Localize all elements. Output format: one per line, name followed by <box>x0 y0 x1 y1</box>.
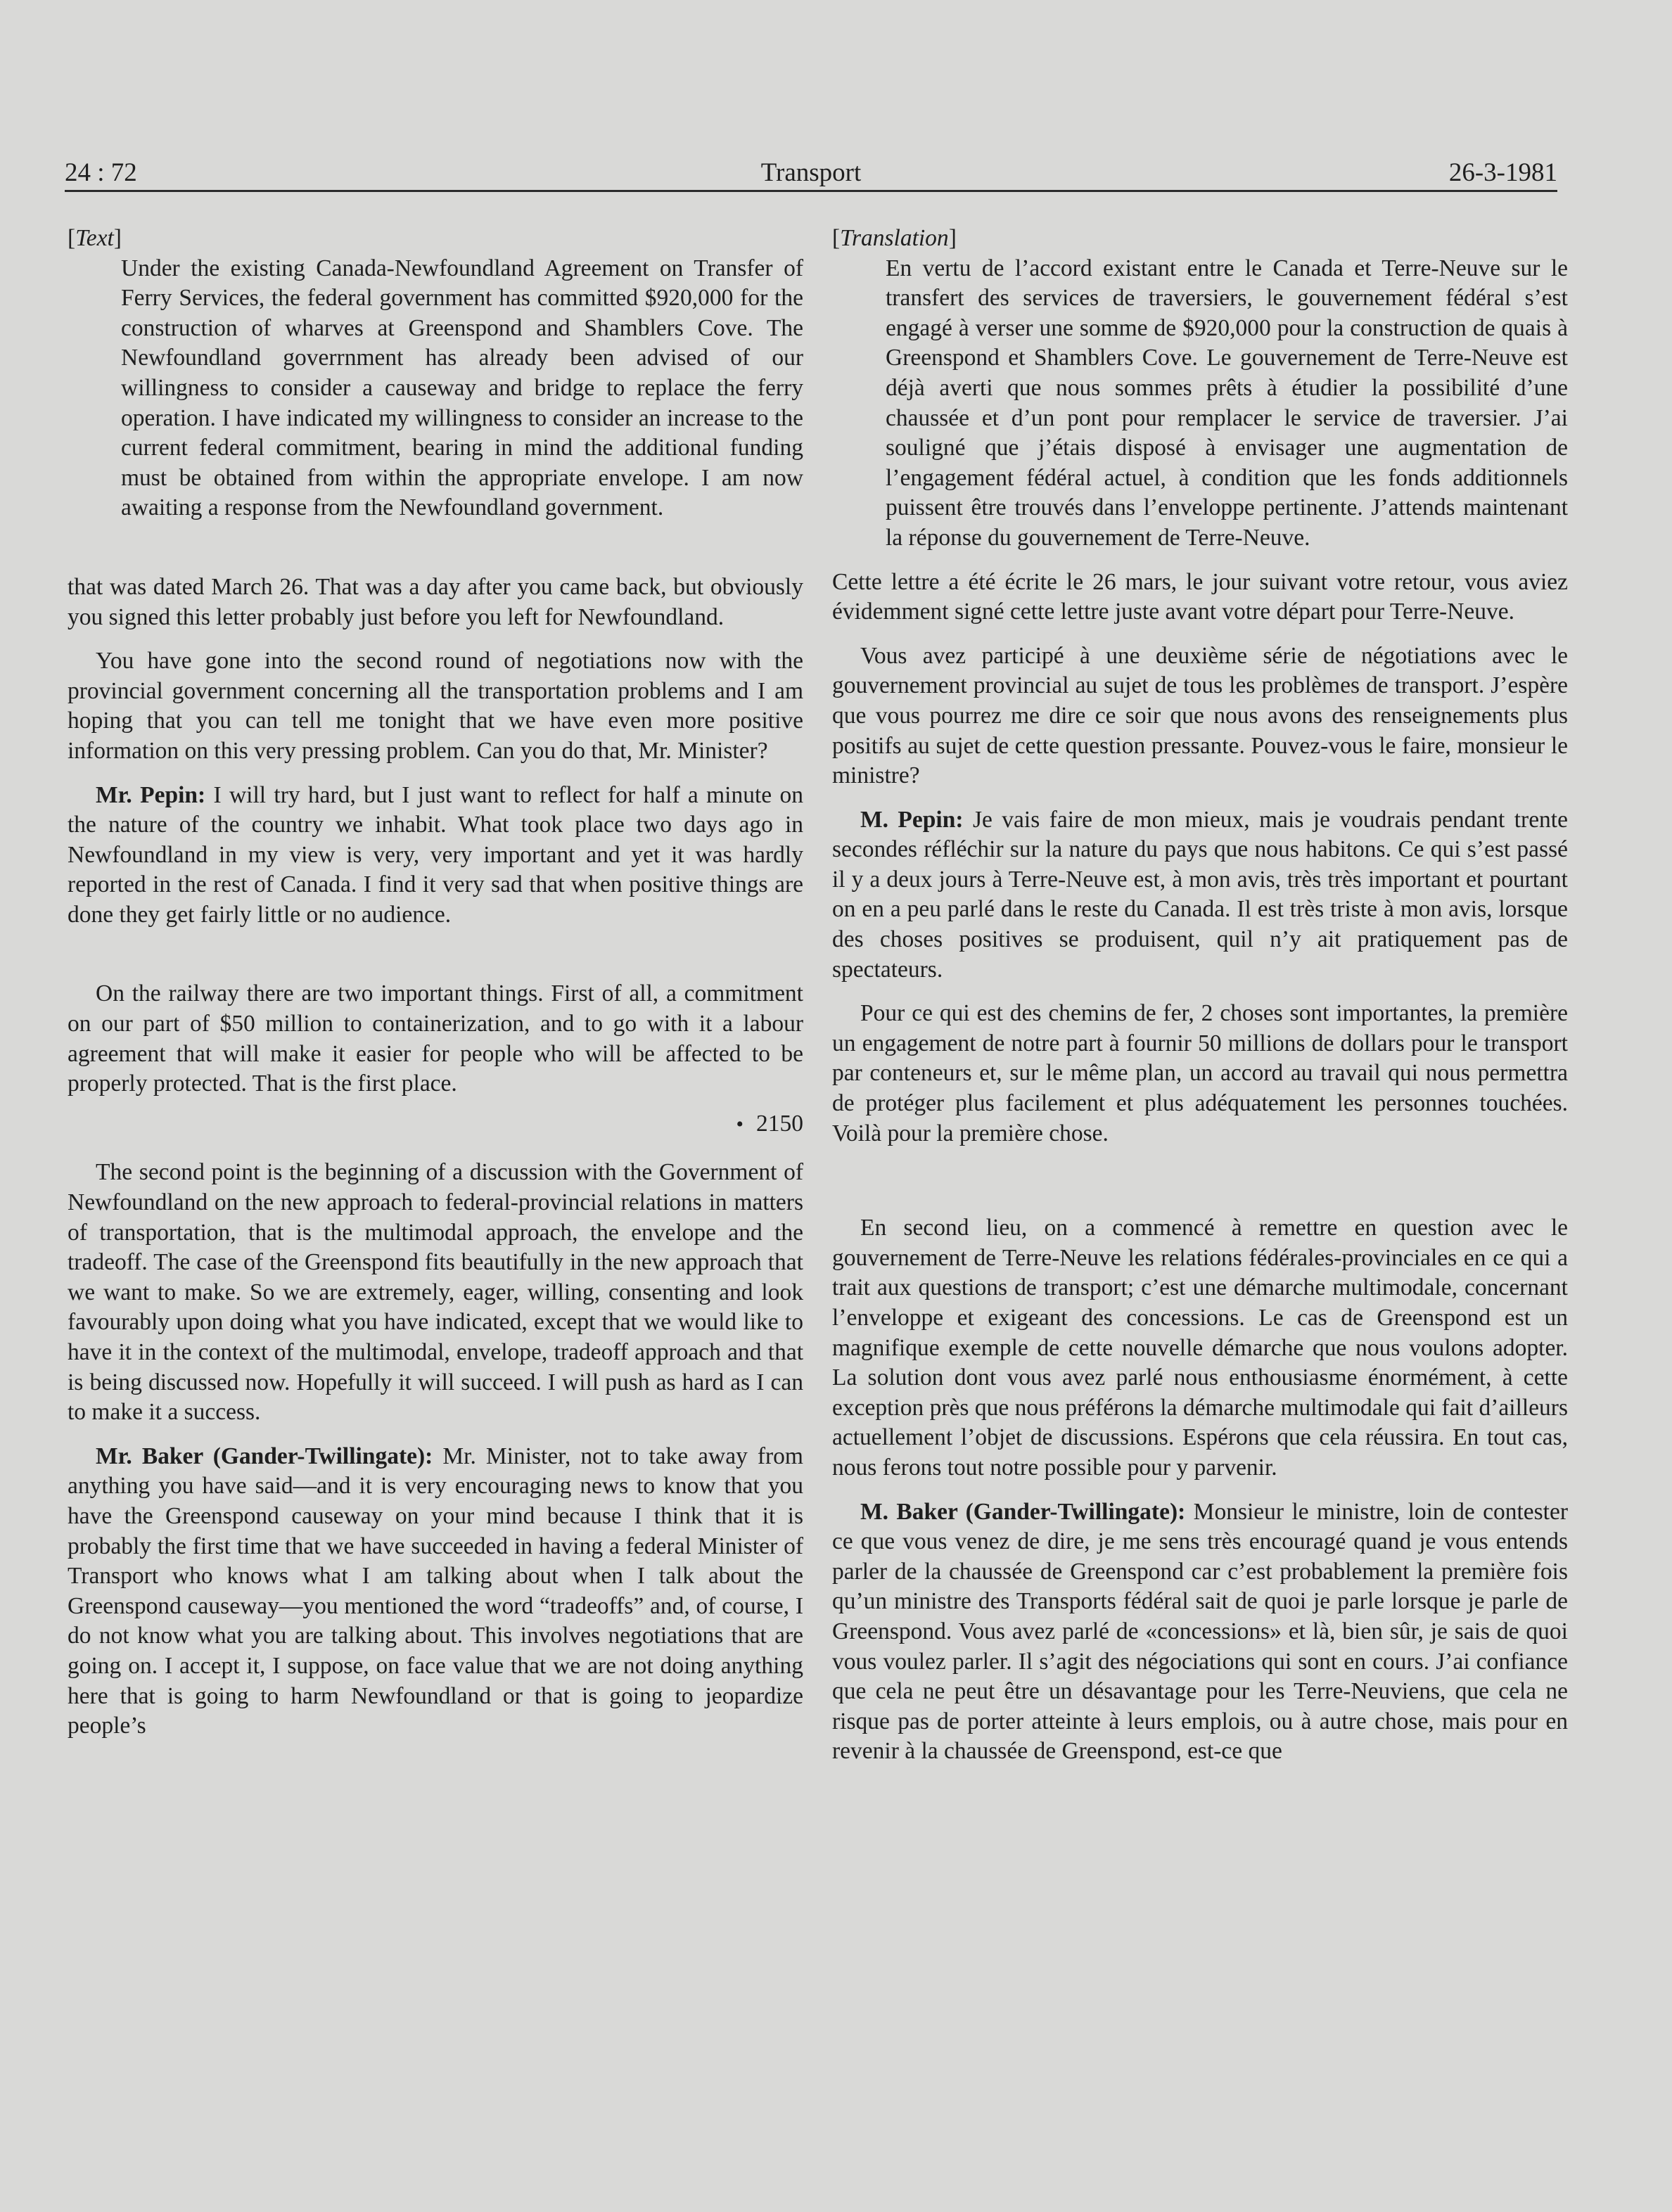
translation-tag: [Translation] <box>832 225 957 251</box>
quoted-letter: Under the existing Canada-Newfoundland Agreement on Transfer of Ferry Services, the federal government has committed $920,000 for the construction of wharves at Greenspond and Shamblers Cove. The Newfoundland goverrnment has already been advised of our willingness to consider a causeway and bridge to replace the ferry operation. I have indicated my willingness to consider an increase to the current federal commitment, bearing in mind the additional funding must be obtained from within the appropriate envelope. I am now awaiting a response from the Newfoundland government. <box>121 255 803 521</box>
speech-baker: Mr. Baker (Gander-Twillingate): Mr. Minister, not to take away from anything you have said—and it is very encouraging news to know that you have the Greenspond causeway on your mind because I think that it is probably the first time that we have succeeded in having a federal Minister of Transport who knows what I am talking about when I talk about the Greenspond causeway—you mentioned the word “tradeoffs” and, of course, I do not know what you are talking about. This involves negotiations that are going on. I accept it, I suppose, on face value that we are not doing anything here that is going to harm Newfoundland or that is going to jeopardize people’s <box>68 1443 803 1739</box>
page-date: 26-3-1981 <box>1448 158 1557 187</box>
quoted-letter: En vertu de l’accord existant entre le Canada et Terre-Neuve sur le transfert des services de traversiers, le gouvernement fédéral s’est engagé à verser une somme de $920,000 pour la construction de quais à Greenspond et Shamblers Cove. Le gouvernement de Terre-Neuve est déjà averti que nous sommes prêts à étudier la possibilité d’une chaussée et d’un pont pour remplacer le service de traversier. J’ai souligné que j’étais disposé à envisager une augmentation de l’engagement fédéral actuel, à condition que les fonds additionnels puissent être trouvés dans l’enveloppe pertinente. J’attends maintenant la réponse du gouvernement de Terre-Neuve. <box>886 255 1568 551</box>
speech-pepin: M. Pepin: Je vais faire de mon mieux, mais je voudrais pendant trente secondes réfléchir sur la nature du pays que nous habitons. Ce qui s’est passé il y a deux jours à Terre-Neuve est, à mon avis, très très important et pourtant on en a peu parlé dans le reste du Canada. Il est très triste à mon avis, lorsque des choses positives se produisent, quil n’y ait pratiquement pas de spectateurs. <box>832 806 1568 983</box>
page-header <box>65 153 1557 193</box>
page-number: 24 : 72 <box>65 158 137 187</box>
paragraph: The second point is the beginning of a discussion with the Government of Newfoundland on the new approach to federal-provincial relations in matters of transportation, that is the multimodal approach, the envelope and the tradeoff. The case of the Greenspond fits beautifully in the new approach that we want to make. So we are extremely, eager, willing, consenting and look favourably upon doing what you have indicated, except that we would like to have it in the context of the multimodal, envelope, tradeoff approach and that is being discussed now. Hopefully it will succeed. I will push as hard as I can to make it a success. <box>68 1159 803 1426</box>
speaker-name: M. Pepin: <box>860 806 964 833</box>
speech-baker: M. Baker (Gander-Twillingate): Monsieur le ministre, loin de contester ce que vous venez de dire, je me sens très encouragé quand je vous entends parler de la chaussée de Greenspond car c’est probablement la première fois qu’un ministre des Transports fédéral sait de quoi je parle lorsque je parle de Greenspond. Vous avez parlé de «concessions» et là, bien sûr, je sais de quoi vous voulez parler. Il s’agit des négociations qui sont en cours. J’ai confiance que cela ne peut être un désavantage pour les Terre-Neuviens, que cela ne risque pas de porter atteinte à leurs emplois, ou à autre chose, mais pour en revenir à la chaussée de Greenspond, est-ce que <box>832 1498 1568 1765</box>
speaker-name: Mr. Baker (Gander-Twillingate): <box>96 1443 433 1469</box>
paragraph: On the railway there are two important things. First of all, a commitment on our part of $50 million to containerization, and to go with it a labour agreement that will make it easier for people who will be affected to be properly protected. That is the first place. <box>68 980 803 1097</box>
paragraph: Cette lettre a été écrite le 26 mars, le jour suivant votre retour, vous aviez évidemment signé cette lettre juste avant votre départ pour Terre-Neuve. <box>832 568 1568 625</box>
paragraph: that was dated March 26. That was a day after you came back, but obviously you signed this letter probably just before you left for Newfoundland. <box>68 573 803 630</box>
paragraph: En second lieu, on a commencé à remettre en question avec le gouvernement de Terre-Neuve les relations fédérales-provinciales en ce qui a trait aux questions de transport; c’est une démarche multimodale, concernant l’enveloppe et exigeant des concessions. Le cas de Greenspond est un magnifique exemple de cette nouvelle démarche que nous voulons adopter. La solution dont vous avez parlé nous enthousiasme énormément, à cette exception près que nous préférons la démarche multimodale qui fait d’ailleurs actuellement l’objet de discussions. Espérons que cela réussira. En tout cas, nous ferons tout notre possible pour y parvenir. <box>832 1215 1568 1481</box>
speaker-name: Mr. Pepin: <box>96 781 206 808</box>
time-marker: • 2150 <box>736 1110 803 1137</box>
paragraph: Vous avez participé à une deuxième série de négotiations avec le gouvernement provincial au sujet de tous les problèmes de transport. J’espère que vous pourrez me dire ce soir que nous avons des renseignements plus positifs au sujet de cette question pressante. Pouvez-vous le faire, monsieur le ministre? <box>832 642 1568 789</box>
header-rule <box>65 190 1557 192</box>
paragraph: You have gone into the second round of negotiations now with the provincial government concerning all the transportation problems and I am hoping that you can tell me tonight that we have even more positive information on this very pressing problem. Can you do that, Mr. Minister? <box>68 648 803 764</box>
bullet-icon: • <box>736 1112 744 1136</box>
running-title: Transport <box>760 158 862 187</box>
text-tag: [Text] <box>68 225 122 251</box>
english-column <box>68 224 803 1741</box>
speaker-name: M. Baker (Gander-Twillingate): <box>860 1498 1186 1525</box>
paragraph: Pour ce qui est des chemins de fer, 2 choses sont importantes, la première un engagement de notre part à fournir 50 millions de dollars pour le transport par conteneurs et, sur le même plan, un accord au travail qui nous permettra de protéger plus facilement et plus adéquatement les personnes touchées. Voilà pour la première chose. <box>832 1000 1568 1146</box>
speech-pepin: Mr. Pepin: I will try hard, but I just want to reflect for half a minute on the nature of the country we inhabit. What took place two days ago in Newfoundland in my view is very, very important and yet it was hardly reported in the rest of Canada. I find it very sad that when positive things are done they get fairly little or no audience. <box>68 781 803 928</box>
french-column <box>832 224 1568 1767</box>
